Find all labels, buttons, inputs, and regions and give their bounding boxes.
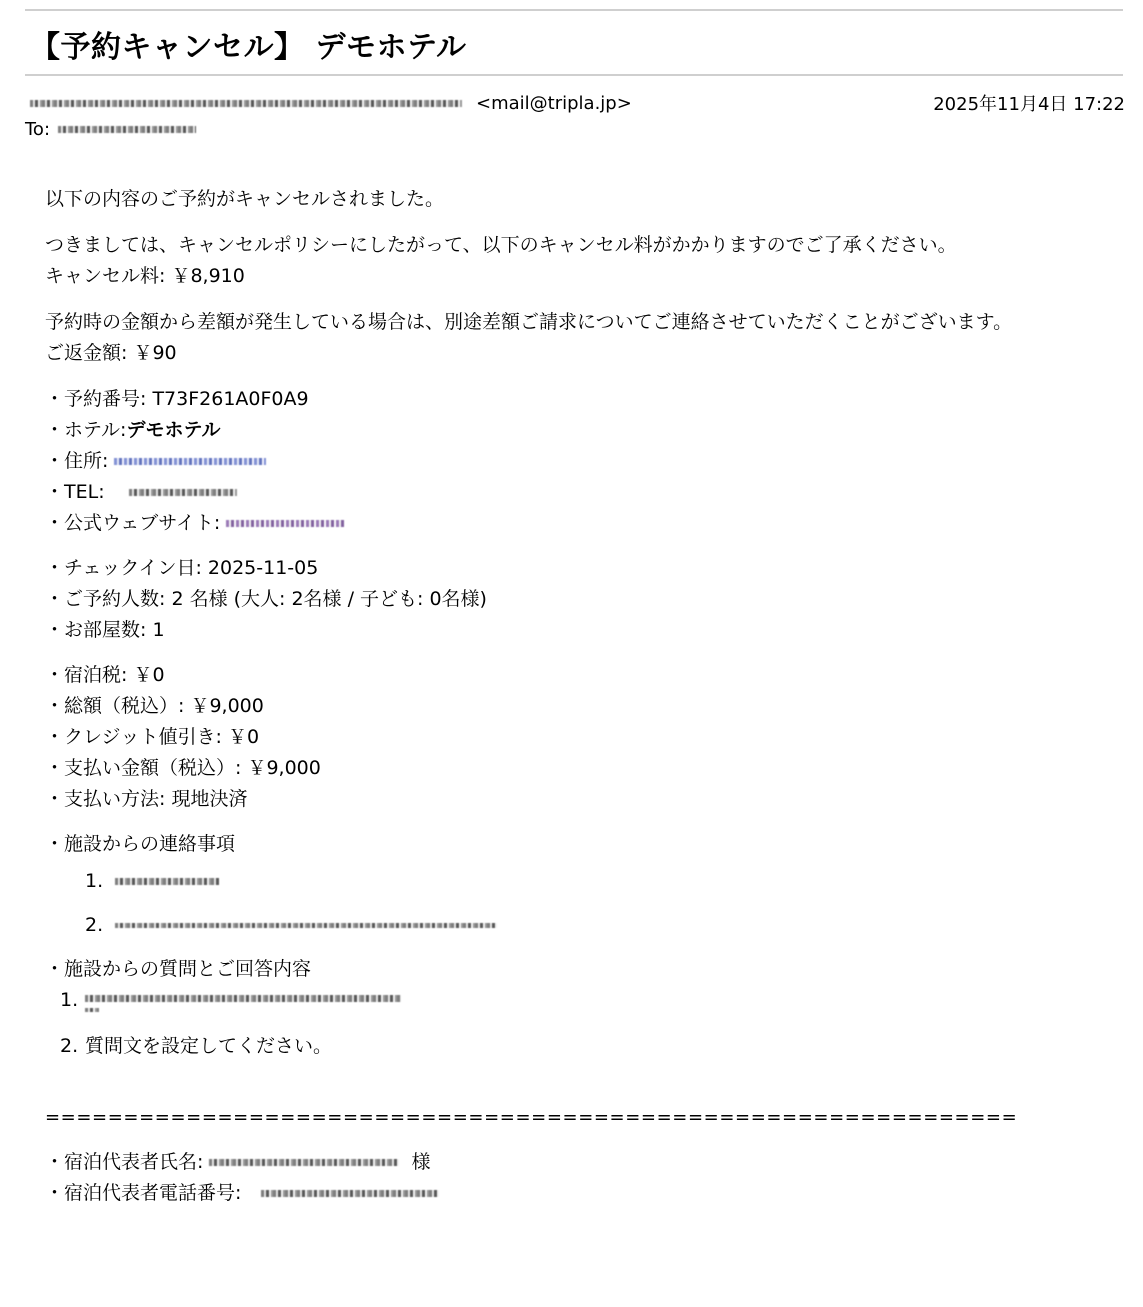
facility-notes-list — [85, 866, 1125, 940]
sender-name-redacted — [30, 100, 462, 107]
note-redacted — [115, 878, 219, 885]
reservation-number: ・予約番号: T73F261A0F0A9 — [45, 388, 309, 410]
recipient-row — [25, 116, 1125, 142]
questions-list — [60, 985, 1125, 1062]
rep-phone-row — [45, 1178, 1125, 1209]
email-header — [25, 90, 1125, 142]
list-item — [60, 1031, 1125, 1062]
representative-info — [45, 1147, 1125, 1209]
address-label: ・住所: — [45, 450, 109, 472]
email-subject: 【予約キャンセル】 デモホテル — [30, 30, 467, 65]
stay-info — [45, 553, 1125, 646]
facility-notes-label: ・施設からの連絡事項 — [45, 833, 236, 855]
facility-notes-section — [45, 829, 1125, 940]
rep-name-label: ・宿泊代表者氏名: — [45, 1151, 204, 1173]
refund-section — [45, 307, 1125, 369]
rep-name-redacted — [209, 1159, 399, 1166]
intro-text: 以下の内容のご予約がキャンセルされました。 — [45, 188, 445, 210]
payment-amount: ・支払い金額（税込）: ￥9,000 — [45, 757, 321, 779]
credit-discount: ・クレジット値引き: ￥0 — [45, 726, 260, 748]
rep-phone-redacted[interactable] — [261, 1190, 439, 1197]
payment-method: ・支払い方法: 現地決済 — [45, 788, 248, 810]
rep-name-suffix: 様 — [411, 1151, 431, 1173]
questions-label: ・施設からの質問とご回答内容 — [45, 958, 312, 980]
hotel-name: デモホテル — [126, 419, 221, 441]
address-row — [45, 446, 1125, 477]
tel-row — [45, 477, 1125, 508]
sender-address: <mail@tripla.jp> — [476, 92, 632, 114]
tel-redacted[interactable] — [129, 489, 237, 496]
sender[interactable] — [30, 93, 933, 114]
address-link[interactable] — [114, 458, 266, 465]
website-row — [45, 508, 1125, 539]
list-number: 1. — [60, 989, 79, 1011]
rep-phone-label: ・宿泊代表者電話番号: — [45, 1182, 242, 1204]
hotel-info — [45, 384, 1125, 539]
diff-text: 予約時の金額から差額が発生している場合は、別途差額ご請求についてご連絡させていただくことがございます。 — [45, 311, 1013, 333]
checkin-date: ・チェックイン日: 2025-11-05 — [45, 557, 319, 579]
list-item — [85, 910, 1125, 940]
list-number: 1. — [85, 869, 104, 892]
payment-info — [45, 660, 1125, 815]
guest-count: ・ご予約人数: 2 名様 (大人: 2名様 / 子ども: 0名様) — [45, 588, 487, 610]
hotel-row — [45, 415, 1125, 446]
to-label: To: — [25, 118, 51, 140]
list-item — [60, 985, 1125, 1031]
room-count: ・お部屋数: 1 — [45, 619, 165, 641]
email-date: 2025年11月4日 17:22 — [933, 94, 1125, 115]
total-amount: ・総額（税込）: ￥9,000 — [45, 695, 264, 717]
questions-section — [45, 954, 1125, 1062]
tel-label: ・TEL: — [45, 481, 105, 503]
list-number: 2. — [60, 1035, 79, 1057]
website-link[interactable] — [226, 520, 346, 527]
question-text: 質問文を設定してください。 — [85, 1035, 333, 1057]
email-body — [45, 184, 1125, 1209]
note-redacted — [115, 923, 497, 928]
website-label: ・公式ウェブサイト: — [45, 512, 221, 534]
header-divider — [25, 74, 1123, 76]
policy-text: つきましては、キャンセルポリシーにしたがって、以下のキャンセル料がかかりますのでご了承ください。 — [45, 234, 957, 256]
recipient-redacted[interactable] — [58, 126, 196, 133]
top-divider — [25, 9, 1123, 11]
lodging-tax: ・宿泊税: ￥0 — [45, 664, 165, 686]
question-redacted — [85, 985, 401, 1012]
separator: ============================================================== — [45, 1107, 1018, 1128]
cancel-fee-section — [45, 230, 1125, 292]
hotel-label: ・ホテル: — [45, 419, 127, 441]
refund-amount: ご返金額: ￥90 — [45, 342, 177, 364]
list-item — [85, 866, 1125, 896]
list-number: 2. — [85, 913, 104, 936]
cancel-fee: キャンセル料: ￥8,910 — [45, 265, 245, 287]
rep-name-row — [45, 1147, 1125, 1178]
